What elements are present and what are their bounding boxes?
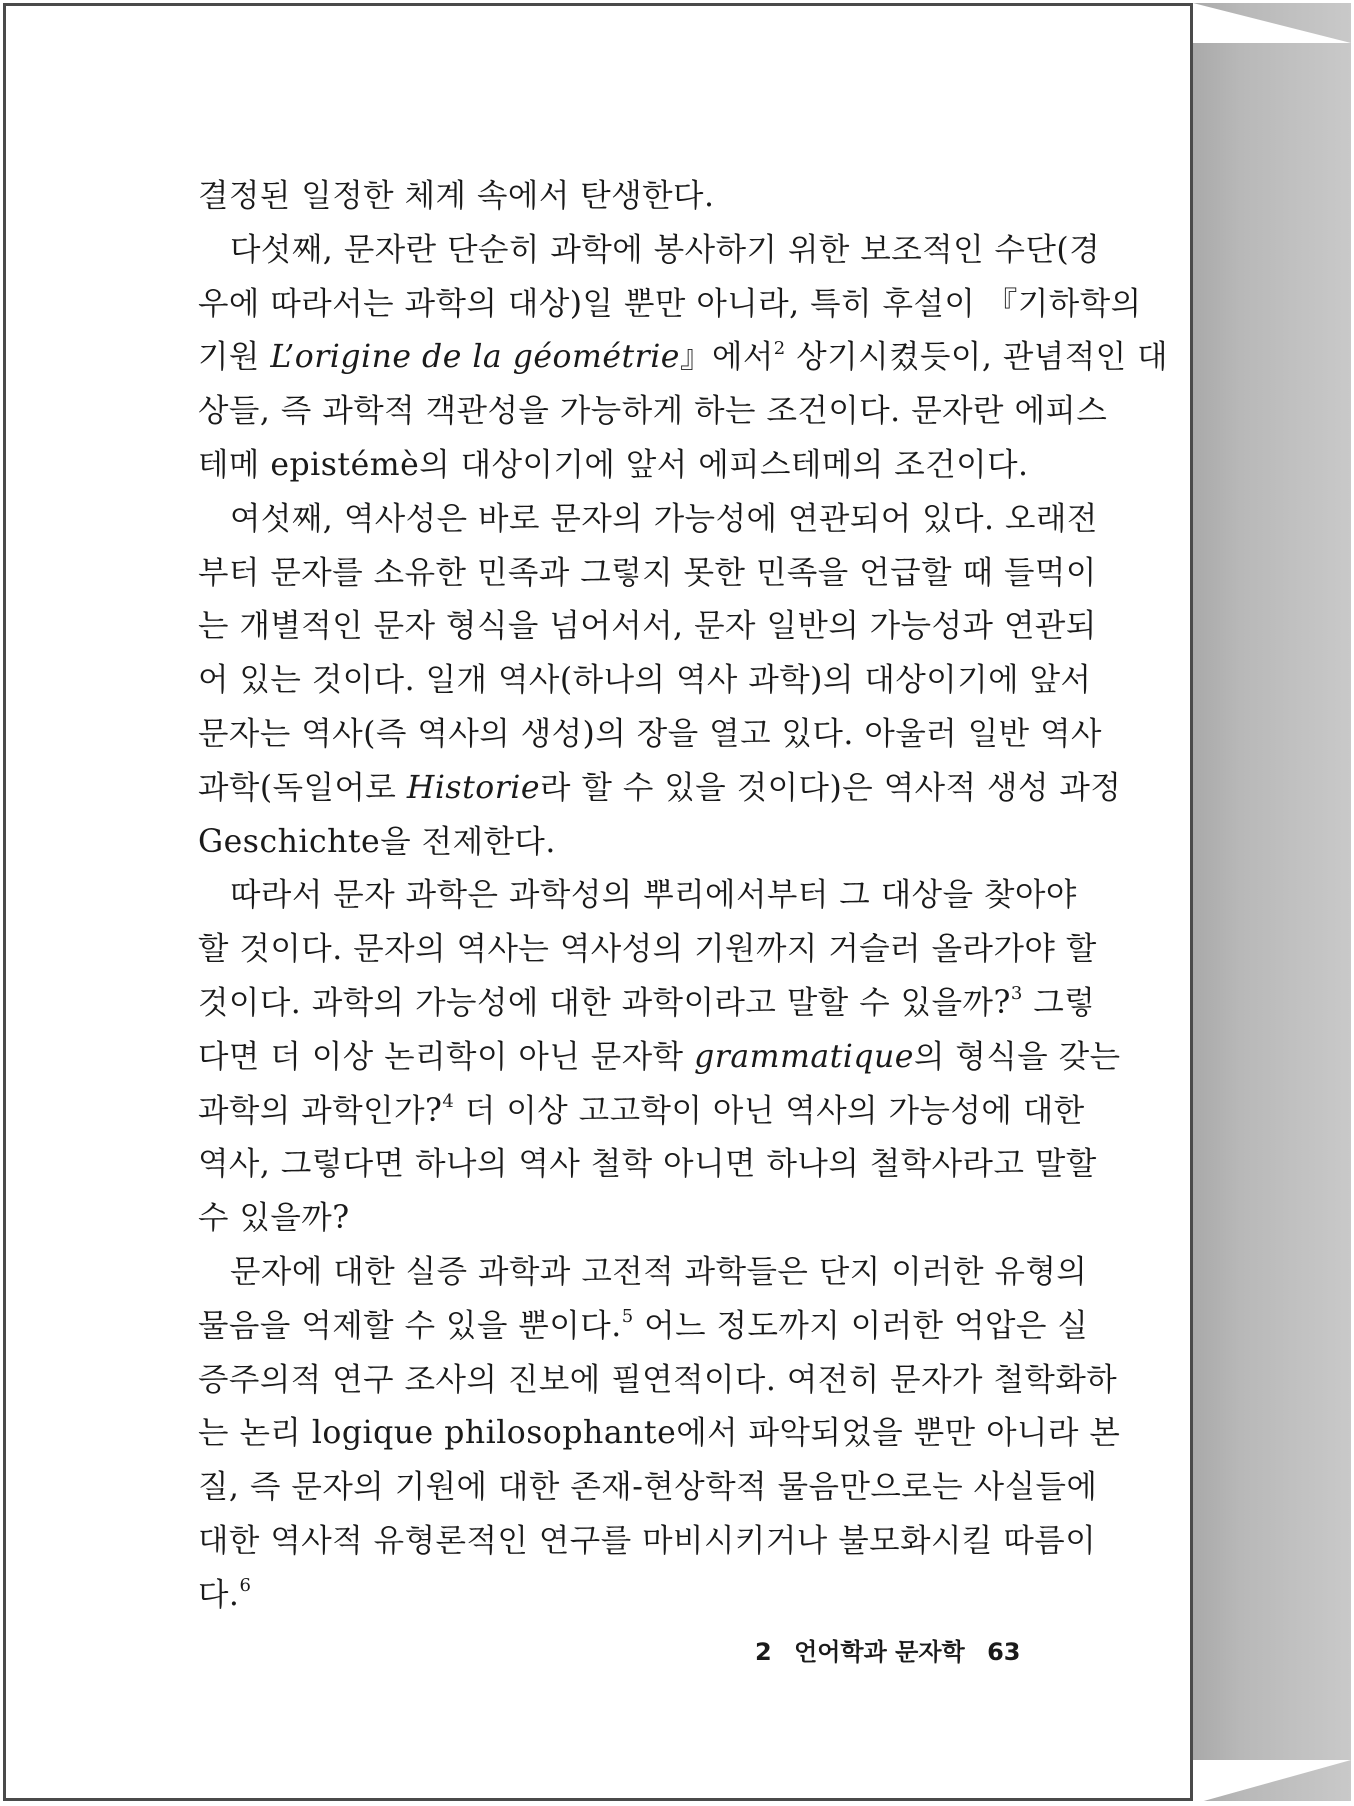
text-run: Geschichte을 전제한다. (198, 823, 556, 860)
text-line (198, 170, 1053, 224)
text-line (198, 1138, 1097, 1192)
text-line (198, 1515, 1097, 1569)
text-line (198, 1085, 1085, 1139)
text-line (198, 1031, 1121, 1085)
text-line (198, 1569, 1053, 1623)
text-run: 상들, 즉 과학적 객관성을 가능하게 하는 조건이다. 문자란 에피스 (198, 393, 1108, 430)
text-run: 역사, 그렇다면 하나의 역사 철학 아니면 하나의 철학사라고 말할 (198, 1146, 1097, 1183)
text-line (198, 439, 1053, 493)
text-line (198, 654, 1092, 708)
text-line (198, 762, 1122, 816)
footer-chapter-title: 언어학과 문자학 (794, 1638, 965, 1666)
running-footer (755, 1632, 1155, 1667)
text-line (198, 278, 1142, 332)
text-run: 라 할 수 있을 것이다)은 역사적 생성 과정 (540, 769, 1122, 806)
text-run: 대한 역사적 유형론적인 연구를 마비시키거나 불모화시킬 따름이 (198, 1522, 1097, 1559)
text-line (198, 977, 1096, 1031)
text-run: 다섯째, 문자란 단순히 과학에 봉사하기 위한 보조적인 수단(경 (230, 231, 1101, 268)
text-line (198, 224, 1101, 278)
text-line (198, 600, 1097, 654)
text-run: 어느 정도까지 이러한 억압은 실 (633, 1307, 1089, 1344)
text-run: 것이다. 과학의 가능성에 대한 과학이라고 말할 수 있을까? (198, 984, 1011, 1021)
text-line (198, 708, 1102, 762)
text-run: 』에서 (679, 339, 774, 376)
footnote-marker: 6 (239, 1575, 252, 1597)
footnote-marker: 3 (1010, 983, 1023, 1005)
text-run: 과학의 과학인가? (198, 1092, 443, 1129)
text-run: 따라서 문자 과학은 과학성의 뿌리에서부터 그 대상을 찾아야 (230, 877, 1077, 914)
text-run: 질, 즉 문자의 기원에 대한 존재-현상학적 물음만으로는 사실들에 (198, 1469, 1098, 1506)
text-run: 는 논리 logique philosophante에서 파악되었을 뿐만 아니라 본 (198, 1415, 1121, 1452)
text-run: 의 형식을 갖는 (913, 1038, 1121, 1075)
book-page-edge (1193, 3, 1351, 1801)
footnote-marker: 4 (442, 1091, 455, 1113)
text-line (198, 1354, 1118, 1408)
text-run: 할 것이다. 문자의 역사는 역사성의 기원까지 거슬러 올라가야 할 (198, 931, 1097, 968)
text-run: 문자에 대한 실증 과학과 고전적 과학들은 단지 이러한 유형의 (230, 1253, 1088, 1290)
text-run: 그렇 (1022, 984, 1096, 1021)
text-run: 다. (198, 1576, 240, 1613)
text-line (198, 1246, 1088, 1300)
text-run: 문자는 역사(즉 역사의 생성)의 장을 열고 있다. 아울러 일반 역사 (198, 715, 1102, 752)
text-line (198, 816, 1053, 870)
text-run: 우에 따라서는 과학의 대상)일 뿐만 아니라, 특히 후설이 『기하학의 (198, 285, 1142, 322)
text-run: 물음을 억제할 수 있을 뿐이다. (198, 1307, 622, 1344)
text-line (198, 547, 1097, 601)
body-text (198, 170, 1169, 1623)
text-run: 테메 epistémè의 대상이기에 앞서 에피스테메의 조건이다. (198, 446, 1029, 483)
text-run: 더 이상 고고학이 아닌 역사의 가능성에 대한 (454, 1092, 1085, 1129)
text-line (198, 1300, 1089, 1354)
text-run: 다면 더 이상 논리학이 아닌 문자학 (198, 1038, 695, 1075)
text-line (198, 331, 1169, 385)
footer-page-number: 63 (987, 1638, 1021, 1666)
text-line (198, 493, 1098, 547)
text-run: 여섯째, 역사성은 바로 문자의 가능성에 연관되어 있다. 오래전 (230, 500, 1098, 537)
text-run: 결정된 일정한 체계 속에서 탄생한다. (198, 178, 715, 214)
text-run: 과학(독일어로 (198, 769, 407, 806)
text-line (198, 923, 1097, 977)
text-run: 증주의적 연구 조사의 진보에 필연적이다. 여전히 문자가 철학화하 (198, 1361, 1118, 1398)
italic-term: grammatique (694, 1038, 914, 1075)
text-line (198, 1461, 1098, 1515)
text-run: 어 있는 것이다. 일개 역사(하나의 역사 과학)의 대상이기에 앞서 (198, 662, 1092, 699)
text-run: 상기시켰듯이, 관념적인 대 (785, 339, 1169, 376)
footer-chapter-number: 2 (755, 1638, 772, 1666)
footnote-marker: 5 (621, 1306, 634, 1328)
text-line (198, 1407, 1121, 1461)
italic-term: L’origine de la géométrie (270, 339, 680, 376)
text-run: 기원 (198, 339, 271, 376)
footnote-marker: 2 (773, 337, 786, 359)
text-line (198, 869, 1077, 923)
text-line (198, 385, 1108, 439)
text-run: 부터 문자를 소유한 민족과 그렇지 못한 민족을 언급할 때 들먹이 (198, 554, 1097, 591)
text-run: 수 있을까? (198, 1200, 350, 1237)
italic-term: Historie (406, 769, 540, 806)
text-run: 는 개별적인 문자 형식을 넘어서서, 문자 일반의 가능성과 연관되 (198, 608, 1097, 645)
text-line (198, 1192, 1053, 1246)
